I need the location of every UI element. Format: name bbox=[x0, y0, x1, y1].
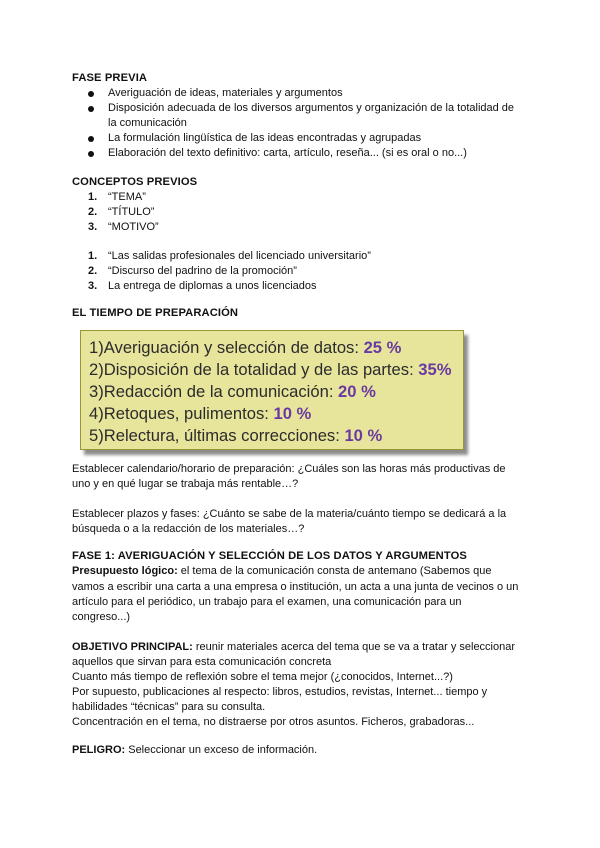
time-row-percent: 35% bbox=[418, 360, 452, 379]
presupuesto-line: congreso...) bbox=[72, 611, 131, 623]
peligro-label: PELIGRO: bbox=[72, 744, 126, 756]
body-line: Por supuesto, publicaciones al respecto: libros, estudios, revistas, Internet... tiempo y bbox=[72, 686, 488, 698]
body-line: Concentración en el tema, no distraerse por otros asuntos. Ficheros, grabadoras... bbox=[72, 716, 475, 728]
peligro-line bbox=[72, 743, 532, 758]
list-number: 3. bbox=[88, 221, 98, 233]
bullet-icon bbox=[88, 106, 94, 112]
list-number: 2. bbox=[88, 206, 98, 218]
time-row-label: 5)Relectura, últimas correcciones: bbox=[89, 426, 345, 445]
time-row bbox=[89, 382, 376, 402]
calendario-line: Establecer calendario/horario de preparación: ¿Cuáles son las horas más productivas de bbox=[72, 463, 506, 475]
presupuesto-line: vamos a escribir una carta a una empresa o institución, un acta a una junta de vecinos o un bbox=[72, 581, 519, 593]
bullet-icon bbox=[88, 151, 94, 157]
objetivo-line bbox=[72, 640, 532, 655]
list-item: La entrega de diplomas a unos licenciados bbox=[108, 280, 317, 292]
time-row-percent: 10 % bbox=[273, 404, 312, 423]
time-row bbox=[89, 360, 452, 380]
body-line: Cuanto más tiempo de reflexión sobre el tema mejor (¿conocidos, Internet...?) bbox=[72, 671, 453, 683]
time-row bbox=[89, 404, 311, 424]
conceptos-previos-heading: CONCEPTOS PREVIOS bbox=[72, 176, 198, 188]
time-row-percent: 10 % bbox=[344, 426, 383, 445]
list-item: Elaboración del texto definitivo: carta, artículo, reseña... (si es oral o no...) bbox=[108, 147, 467, 159]
list-item: la comunicación bbox=[108, 117, 187, 129]
list-number: 2. bbox=[88, 265, 98, 277]
bullet-icon bbox=[88, 136, 94, 142]
fase1-heading: FASE 1: AVERIGUACIÓN Y SELECCIÓN DE LOS DATOS Y ARGUMENTOS bbox=[72, 550, 467, 562]
list-item: Averiguación de ideas, materiales y argumentos bbox=[108, 87, 343, 99]
list-number: 1. bbox=[88, 250, 98, 262]
objetivo-text: reunir materiales acerca del tema que se va a tratar y seleccionar bbox=[192, 641, 516, 653]
time-row-percent: 25 % bbox=[363, 338, 402, 357]
time-row bbox=[89, 338, 401, 358]
plazos-line: búsqueda o a la redacción de los materiales…? bbox=[72, 523, 305, 535]
list-item: “TEMA” bbox=[108, 191, 146, 203]
tiempo-heading: EL TIEMPO DE PREPARACIÓN bbox=[72, 307, 239, 319]
list-number: 1. bbox=[88, 191, 98, 203]
bullet-icon bbox=[88, 91, 94, 97]
list-item: “MOTIVO” bbox=[108, 221, 159, 233]
presupuesto-label: Presupuesto lógico: bbox=[72, 565, 178, 577]
time-allocation-box bbox=[80, 330, 464, 450]
presupuesto-text: el tema de la comunicación consta de antemano (Sabemos que bbox=[177, 565, 492, 577]
list-item: “Discurso del padrino de la promoción” bbox=[108, 265, 297, 277]
time-row-percent: 20 % bbox=[338, 382, 376, 401]
presupuesto-line: artículo para el periódico, un trabajo para el examen, una comunicación para un bbox=[72, 596, 462, 608]
time-row-label: 1)Averiguación y selección de datos: bbox=[89, 338, 364, 357]
fase-previa-heading: FASE PREVIA bbox=[72, 72, 148, 84]
presupuesto-line bbox=[72, 564, 532, 579]
time-row-label: 4)Retoques, pulimentos: bbox=[89, 404, 274, 423]
time-row bbox=[89, 426, 382, 446]
body-line: habilidades “técnicas” para su consulta. bbox=[72, 701, 266, 713]
plazos-line: Establecer plazos y fases: ¿Cuánto se sabe de la materia/cuánto tiempo se dedicará a la bbox=[72, 508, 507, 520]
list-item: “TÍTULO” bbox=[108, 206, 155, 218]
list-item: Disposición adecuada de los diversos argumentos y organización de la totalidad de bbox=[108, 102, 515, 114]
list-number: 3. bbox=[88, 280, 98, 292]
time-row-label: 2)Disposición de la totalidad y de las partes: bbox=[89, 360, 419, 379]
time-row-label: 3)Redacción de la comunicación: bbox=[89, 382, 339, 401]
objetivo-line: aquellos que sirvan para esta comunicación concreta bbox=[72, 656, 332, 668]
list-item: La formulación lingüística de las ideas encontradas y agrupadas bbox=[108, 132, 422, 144]
objetivo-label: OBJETIVO PRINCIPAL: bbox=[72, 641, 193, 653]
peligro-text: Seleccionar un exceso de información. bbox=[125, 744, 318, 756]
list-item: “Las salidas profesionales del licenciado universitario” bbox=[108, 250, 371, 262]
calendario-line: uno y en qué lugar se trabaja más rentable…? bbox=[72, 478, 299, 490]
